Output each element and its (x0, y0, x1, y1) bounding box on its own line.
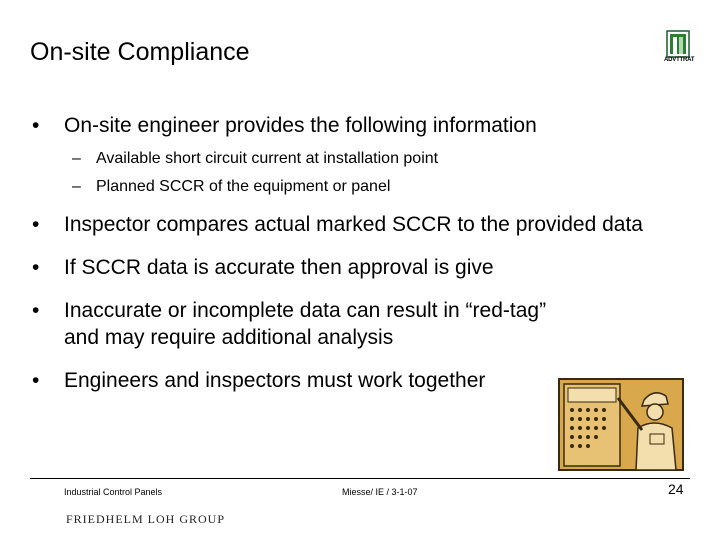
footer-divider (30, 478, 690, 479)
sub-bullet-glyph: – (72, 178, 81, 195)
sub-bullet-item (30, 149, 670, 169)
sub-bullet-item (30, 177, 670, 197)
bullet-text: On-site engineer provides the following information (64, 114, 537, 137)
bullet-text: Inspector compares actual marked SCCR to the provided data (64, 213, 643, 236)
engineer-at-control-panel-icon (558, 378, 684, 471)
brand-wordmark: FRIEDHELM LOH GROUP (66, 512, 226, 526)
page-number: 24 (668, 481, 684, 497)
bullet-list (30, 112, 670, 410)
bullet-glyph: • (32, 256, 40, 279)
slide-title: On-site Compliance (30, 38, 250, 66)
sub-bullet-text: Planned SCCR of the equipment or panel (96, 178, 391, 195)
bullet-glyph: • (32, 299, 40, 322)
sub-bullet-glyph: – (72, 150, 81, 167)
bullet-text: Inaccurate or incomplete data can result in “red-tag” and may require additional analysis (64, 299, 547, 349)
bullet-item (30, 297, 670, 351)
bullet-glyph: • (32, 369, 40, 392)
bullet-text: If SCCR data is accurate then approval is give (64, 256, 494, 279)
sub-bullet-text: Available short circuit current at installation point (96, 150, 439, 167)
bullet-item (30, 254, 670, 281)
bullet-item (30, 112, 670, 139)
bullet-text: Engineers and inspectors must work together (64, 369, 486, 392)
footer-left-text: Industrial Control Panels (64, 487, 163, 497)
logo-wordmark: ADVTTRAT (664, 57, 695, 63)
bullet-glyph: • (32, 114, 40, 137)
bullet-item (30, 211, 670, 238)
bullet-glyph: • (32, 213, 40, 236)
footer-middle-text: Miesse/ IE / 3-1-07 (342, 487, 418, 497)
